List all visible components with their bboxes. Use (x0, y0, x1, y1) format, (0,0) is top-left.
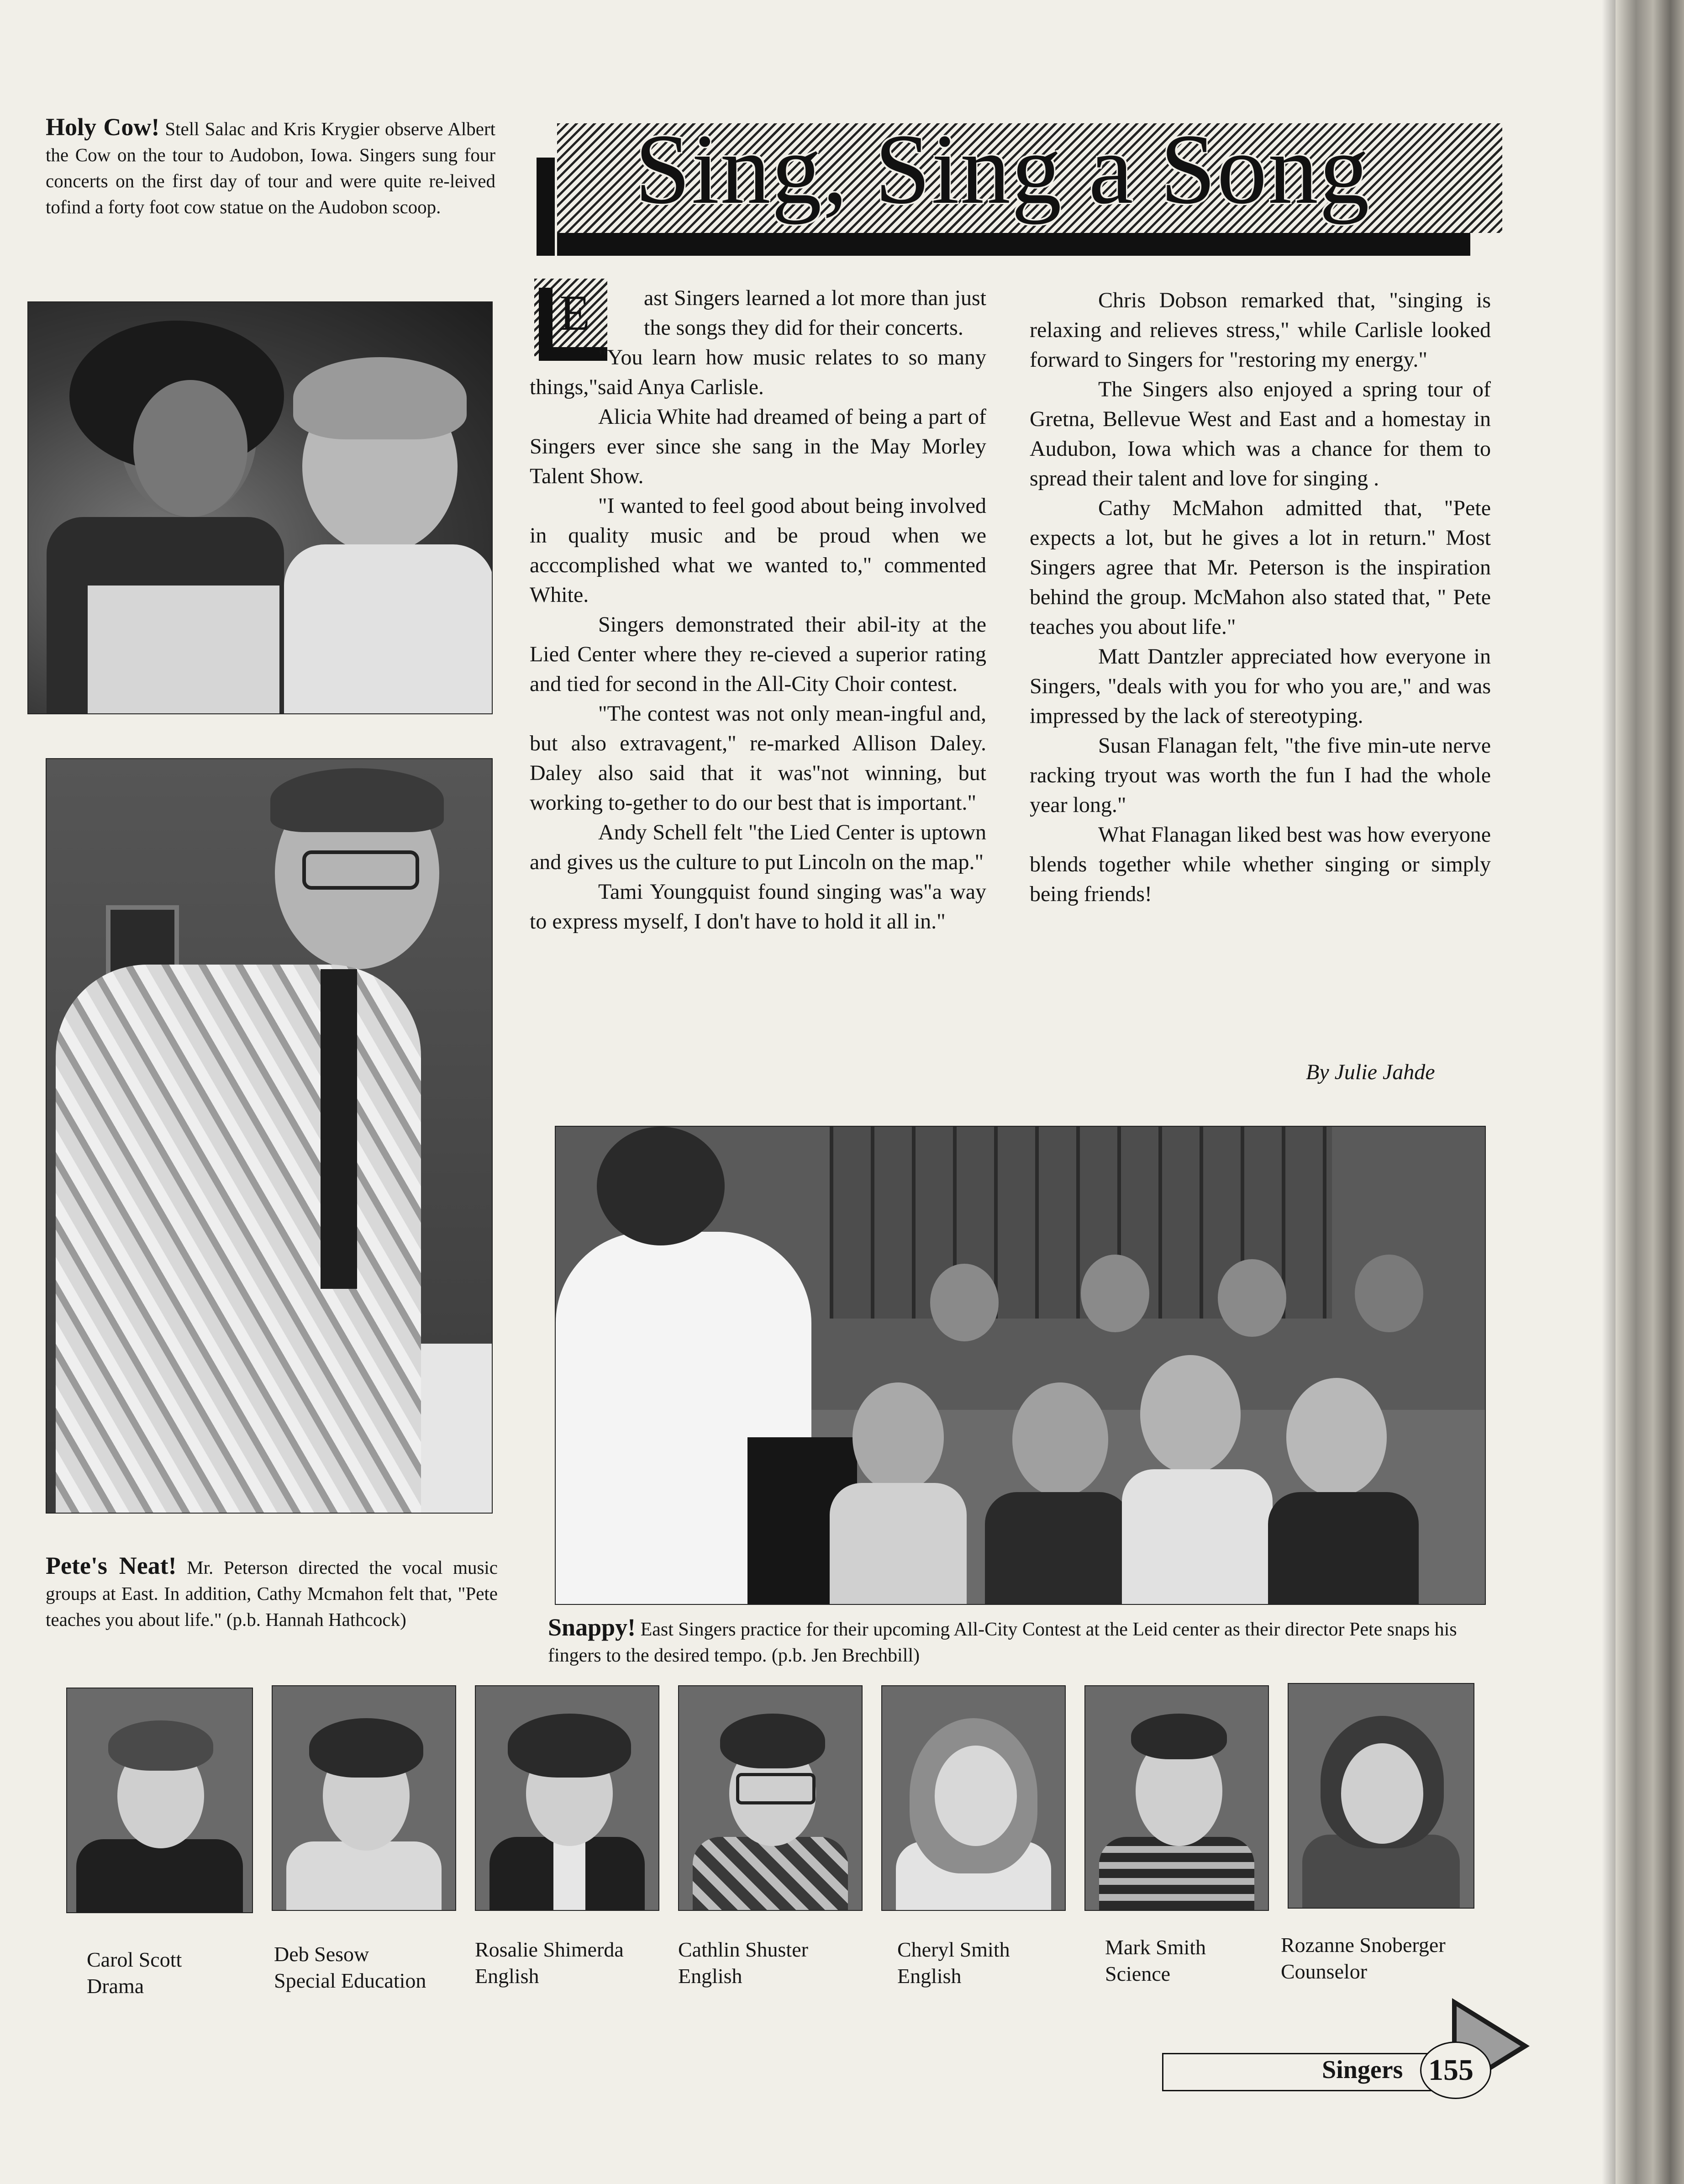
caption-title: Pete's Neat! (46, 1552, 177, 1579)
article-column-1 (530, 283, 986, 936)
photo-choir-practice (555, 1126, 1486, 1605)
faculty-photo (272, 1685, 456, 1911)
paragraph: Matt Dantzler appreciated how everyone in Singers, "deals with you for who you are," and was impressed by the lack of stereotyping. (1030, 644, 1491, 728)
caption-text: East Singers practice for their upcoming All-City Contest at the Leid center as their director Pete snaps his fingers to the desired tempo. (p.b. Jen Brechbill) (548, 1619, 1457, 1666)
headline: Sing, Sing a Song (635, 113, 1370, 225)
faculty-photo (1084, 1685, 1269, 1911)
paragraph: The Singers also enjoyed a spring tour of Gretna, Bellevue West and East and a homestay in Audubon, Iowa which was a chance for them to spread their talent and love for singing . (1030, 377, 1491, 491)
faculty-photo (881, 1685, 1066, 1911)
paragraph: Chris Dobson remarked that, "singing is relaxing and relieves stress," while Carlisle looked forward to Singers for "restoring my energy." (1030, 288, 1491, 372)
footer-section-label: Singers (1322, 2056, 1403, 2084)
caption-title: Holy Cow! (46, 113, 160, 141)
paragraph: "I wanted to feel good about being involved in quality music and be proud when we acccomplished what we wanted to," commented White. (530, 494, 986, 607)
caption-text: Stell Salac and Kris Krygier observe Albert the Cow on the tour to Audobon, Iowa. Singers sung four concerts on the first day of tour and were quite re-leived tofind a forty foot cow statue on the Audobon scoop. (46, 118, 495, 217)
caption-snappy (548, 1614, 1498, 1669)
faculty-caption (475, 1936, 624, 1989)
faculty-name: Rozanne Snoberger (1281, 1933, 1446, 1957)
faculty-dept: English (897, 1964, 962, 1988)
faculty-caption (897, 1936, 1010, 1989)
paragraph: Susan Flanagan felt, "the five min-ute nerve racking tryout was worth the fun I had the whole year long." (1030, 733, 1491, 817)
faculty-caption (87, 1947, 182, 1999)
faculty-dept: Drama (87, 1974, 144, 1998)
caption-text: Mr. Peterson directed the vocal music groups at East. In addition, Cathy Mcmahon felt that, "Pete teaches you about life." (p.b. Hannah Hathcock) (46, 1557, 498, 1630)
faculty-name: Cheryl Smith (897, 1938, 1010, 1961)
paragraph: Tami Youngquist found singing was"a way to express myself, I don't have to hold it all in." (530, 880, 986, 934)
photo-mr-peterson (46, 758, 493, 1514)
faculty-photo (1288, 1683, 1474, 1909)
faculty-name: Rosalie Shimerda (475, 1938, 624, 1961)
faculty-name: Mark Smith (1105, 1936, 1206, 1959)
caption-title: Snappy! (548, 1614, 636, 1641)
drop-cap-letter: E (559, 285, 590, 341)
faculty-caption (1105, 1934, 1206, 1987)
faculty-photo (66, 1688, 253, 1913)
faculty-name: Carol Scott (87, 1948, 182, 1971)
paragraph: ast Singers learned a lot more than just the songs they did for their concerts. (644, 286, 986, 340)
paragraph: "The contest was not only mean-ingful and, but also extravagent," re-marked Allison Daley. Daley also said that it was"not winning, but working to-gether to do our best that is important." (530, 702, 986, 815)
article-column-2 (1030, 285, 1491, 909)
page-binding-shadow (1602, 0, 1616, 2184)
paragraph: Andy Schell felt "the Lied Center is uptown and gives us the culture to put Lincoln on the map." (530, 820, 986, 874)
faculty-photo (678, 1685, 863, 1911)
caption-petes-neat (46, 1553, 498, 1633)
byline: By Julie Jahde (1306, 1060, 1435, 1084)
page-binding-edge (1616, 0, 1684, 2184)
faculty-dept: Counselor (1281, 1960, 1368, 1983)
paragraph: Cathy McMahon admitted that, "Pete expects a lot, but he gives a lot in return." Most Singers agree that Mr. Peterson is the inspiration behind the group. McMahon also stated that, " Pete teaches you about life." (1030, 496, 1491, 639)
faculty-dept: Science (1105, 1962, 1171, 1985)
faculty-name: Cathlin Shuster (678, 1938, 808, 1961)
paragraph: Singers demonstrated their abil-ity at the Lied Center where they re-cieved a superior rating and tied for second in the All-City Choir contest. (530, 612, 986, 696)
faculty-caption (274, 1941, 426, 1994)
faculty-name: Deb Sesow (274, 1942, 369, 1966)
faculty-dept: English (475, 1964, 539, 1988)
faculty-photo (475, 1685, 659, 1911)
faculty-caption (1281, 1932, 1446, 1985)
caption-holy-cow (46, 114, 495, 220)
faculty-dept: Special Education (274, 1969, 426, 1992)
paragraph: Alicia White had dreamed of being a part of Singers ever since she sang in the May Morley Talent Show. (530, 405, 986, 488)
paragraph: What Flanagan liked best was how everyone blends together while whether singing or simply being friends! (1030, 823, 1491, 906)
faculty-caption (678, 1936, 808, 1989)
paragraph: "You learn how music relates to so many things,"said Anya Carlisle. (530, 345, 986, 399)
faculty-dept: English (678, 1964, 742, 1988)
photo-two-girls (27, 301, 493, 714)
page-number: 155 (1428, 2053, 1474, 2087)
